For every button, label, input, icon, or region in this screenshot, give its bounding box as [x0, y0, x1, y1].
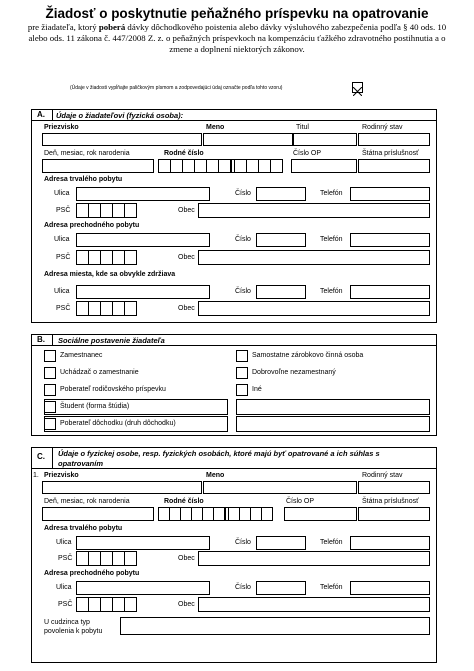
b-student-label: Študent (forma štúdia) — [60, 403, 130, 410]
a-temp-number-field[interactable] — [256, 233, 306, 247]
c-temp-street-label: Ulica — [56, 584, 72, 591]
a-name-label: Meno — [206, 124, 225, 131]
c-phone-field[interactable] — [350, 536, 430, 550]
c-temp-street-field[interactable] — [76, 581, 210, 595]
c-birthnumber-label: Rodné číslo — [164, 498, 204, 505]
a-city-label: Obec — [178, 207, 195, 214]
b-parental-checkbox[interactable] — [44, 384, 56, 396]
c-phone-label: Telefón — [320, 539, 343, 546]
c-street-field[interactable] — [76, 536, 210, 550]
a-res-number-field[interactable] — [256, 285, 306, 299]
a-phone-field[interactable] — [350, 187, 430, 201]
b-selfemployed-label: Samostatne zárobkovo činná osoba — [252, 352, 364, 359]
c-temp-number-label: Číslo — [235, 584, 251, 591]
section-c-letter: C. — [37, 452, 45, 461]
b-pension-type-field[interactable] — [44, 416, 228, 432]
c-birthdate-label: Deň, mesiac, rok narodenia — [44, 498, 130, 505]
a-temp-phone-label: Telefón — [320, 236, 343, 243]
a-res-phone-label: Telefón — [320, 288, 343, 295]
a-zip-boxes[interactable] — [76, 203, 137, 218]
c-temp-number-field[interactable] — [256, 581, 306, 595]
b-employee-checkbox[interactable] — [44, 350, 56, 362]
a-title-field[interactable] — [293, 133, 357, 146]
c-city-field[interactable] — [198, 551, 430, 566]
b-other-label: Iné — [252, 386, 262, 393]
c-temp-phone-label: Telefón — [320, 584, 343, 591]
a-temp-city-field[interactable] — [198, 250, 430, 265]
b-other-detail-field[interactable] — [236, 399, 430, 415]
c-name-field[interactable] — [203, 481, 357, 494]
a-marital-label: Rodinný stav — [362, 124, 403, 131]
c-street-label: Ulica — [56, 539, 72, 546]
a-temp-phone-field[interactable] — [350, 233, 430, 247]
a-birthdate-label: Deň, mesiac, rok narodenia — [44, 150, 130, 157]
form-subtitle: pre žiadateľa, ktorý poberá dávky dôchodkového poistenia alebo dávky výsluhového zabezpečenia podľa § 40 ods. 10 alebo ods. 11 zákona č. 447/2008 Z. z. o peňažných príspevkoch na kompenzáciu ťažkého zdravotného postihnutia a o zmene a doplnení niektorých zákonov. — [27, 22, 447, 54]
section-b-title: Sociálne postavenie žiadateľa — [58, 336, 165, 345]
cross-icon — [353, 87, 362, 96]
a-temp-number-label: Číslo — [235, 236, 251, 243]
c-permanent-address-label: Adresa trvalého pobytu — [44, 525, 123, 532]
c-number-field[interactable] — [256, 536, 306, 550]
b-pension-detail-field[interactable] — [236, 416, 430, 432]
a-res-city-field[interactable] — [198, 301, 430, 316]
a-idcard-label: Číslo OP — [293, 150, 322, 157]
c-zip-boxes[interactable] — [76, 551, 137, 566]
a-birthnumber-boxes[interactable] — [158, 159, 283, 173]
a-citizenship-field[interactable] — [358, 159, 430, 173]
c-surname-field[interactable] — [42, 481, 202, 494]
a-res-number-label: Číslo — [235, 288, 251, 295]
c-temp-city-label: Obec — [178, 601, 195, 608]
form-title: Žiadosť o poskytnutie peňažného príspevku na opatrovanie — [45, 6, 429, 21]
b-voluntary-label: Dobrovoľne nezamestnaný — [252, 369, 336, 376]
b-selfemployed-checkbox[interactable] — [236, 350, 248, 362]
b-other-checkbox[interactable] — [236, 384, 248, 396]
a-res-street-field[interactable] — [76, 285, 210, 299]
a-zip-label: PSČ — [56, 207, 71, 214]
a-res-phone-field[interactable] — [350, 285, 430, 299]
a-birthnumber-label: Rodné číslo — [164, 150, 204, 157]
a-temp-street-field[interactable] — [76, 233, 210, 247]
a-res-street-label: Ulica — [54, 288, 70, 295]
c-surname-label: Priezvisko — [44, 472, 79, 479]
b-parental-label: Poberateľ rodičovského príspevku — [60, 386, 166, 393]
c-temp-city-field[interactable] — [198, 597, 430, 612]
c-marital-label: Rodinný stav — [362, 472, 403, 479]
c-temp-phone-field[interactable] — [350, 581, 430, 595]
b-study-form-field[interactable] — [44, 399, 228, 415]
a-temp-city-label: Obec — [178, 254, 195, 261]
c-birthdate-field[interactable] — [42, 507, 154, 521]
a-usual-residence-label: Adresa miesta, kde sa obvykle zdržiava — [44, 271, 176, 278]
a-birthdate-field[interactable] — [42, 159, 154, 173]
b-voluntary-checkbox[interactable] — [236, 367, 248, 379]
a-number-label: Číslo — [235, 190, 251, 197]
c-residence-permit-label: U cudzinca typ povolenia k pobytu — [44, 619, 103, 635]
a-temp-zip-label: PSČ — [56, 254, 71, 261]
c-temp-zip-boxes[interactable] — [76, 597, 137, 612]
a-surname-field[interactable] — [42, 133, 202, 146]
a-title-label: Titul — [296, 124, 309, 131]
a-temp-zip-boxes[interactable] — [76, 250, 137, 265]
c-idcard-field[interactable] — [284, 507, 357, 521]
section-b-letter: B. — [37, 335, 45, 344]
c-name-label: Meno — [206, 472, 225, 479]
a-temporary-address-label: Adresa prechodného pobytu — [44, 222, 140, 229]
b-jobseeker-label: Uchádzač o zamestnanie — [60, 369, 139, 376]
a-name-field[interactable] — [203, 133, 293, 146]
section-a-letter: A. — [37, 110, 45, 119]
c-city-label: Obec — [178, 555, 195, 562]
c-temporary-address-label: Adresa prechodného pobytu — [44, 570, 140, 577]
c-person-number: 1. — [33, 472, 39, 479]
a-idcard-field[interactable] — [291, 159, 357, 173]
a-street-field[interactable] — [76, 187, 210, 201]
c-number-label: Číslo — [235, 539, 251, 546]
b-pensioner-label: Poberateľ dôchodku (druh dôchodku) — [60, 420, 176, 427]
a-number-field[interactable] — [256, 187, 306, 201]
a-surname-label: Priezvisko — [44, 124, 79, 131]
a-phone-label: Telefón — [320, 190, 343, 197]
c-marital-field[interactable] — [358, 481, 430, 494]
a-permanent-address-label: Adresa trvalého pobytu — [44, 176, 123, 183]
section-c-title: Údaje o fyzickej osobe, resp. fyzických osobách, ktoré majú byť opatrované a ich súhlas s opatrovaním — [58, 449, 380, 468]
b-employee-label: Zamestnanec — [60, 352, 103, 359]
sample-checkbox — [352, 82, 363, 93]
a-res-zip-boxes[interactable] — [76, 301, 137, 316]
a-marital-field[interactable] — [358, 133, 430, 146]
c-citizenship-field[interactable] — [358, 507, 430, 521]
fill-instructions: (Údaje v žiadosti vypĺňajte paličkovým písmom a zodpovedajúci údaj označte podľa tohto vzoru) — [70, 85, 283, 91]
c-birthnumber-boxes[interactable] — [158, 507, 273, 521]
a-res-zip-label: PSČ — [56, 305, 71, 312]
section-a-title: Údaje o žiadateľovi (fyzická osoba): — [56, 111, 184, 120]
c-zip-label: PSČ — [58, 555, 73, 562]
a-street-label: Ulica — [54, 190, 70, 197]
a-citizenship-label: Štátna príslušnosť — [362, 150, 419, 157]
a-city-field[interactable] — [198, 203, 430, 218]
a-temp-street-label: Ulica — [54, 236, 70, 243]
c-citizenship-label: Štátna príslušnosť — [362, 498, 419, 505]
b-jobseeker-checkbox[interactable] — [44, 367, 56, 379]
c-residence-permit-field[interactable] — [120, 617, 430, 635]
a-res-city-label: Obec — [178, 305, 195, 312]
c-temp-zip-label: PSČ — [58, 601, 73, 608]
c-idcard-label: Číslo OP — [286, 498, 315, 505]
